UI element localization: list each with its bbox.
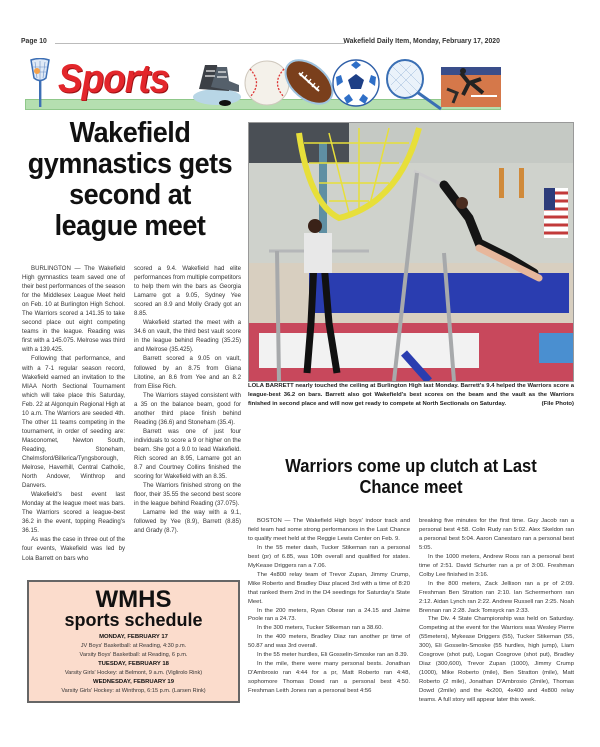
soccer-ball-icon <box>331 58 381 108</box>
paragraph: breaking five minutes for the first time. Guy Jacob ran a personal best 4:58. Colin Rudy ran 5:02. Alex Skeldon ran a personal best 5:04. Aaron Canestaro ran a personal best 5:05. <box>419 518 574 551</box>
publication-dateline: Wakefield Daily Item, Monday, February 17, 2020 <box>343 36 500 45</box>
paragraph: Following that performance, and with a 7-1 regular season record, Wakefield earned an invitation to the MIAA North Sectional Tournament which will take place this Saturday, Feb. 22 at Algonquin Regional High at 10 a.m. The Warriors are seeded 4th. The other 11 teams competing in the tournament, in order of seeding are: Masconomet, Newton South, Reading, Stoneham, Chelmsford/Billerica/Tyngsborough, Melrose, Haverhill, Central Catholic, North Andover, Winthrop and Danvers. <box>22 355 125 490</box>
photo-caption <box>248 382 574 409</box>
article-headline-track: Warriors come up clutch at Last Chance meet <box>285 456 537 497</box>
paragraph: In the 55 meter dash, Tucker Stikeman ran a personal best (pr) of 6.85, was 10th overall and qualified for states. MyKease Driggers ran a 7.06. <box>248 544 410 569</box>
page-header <box>21 36 500 48</box>
gymnast-photo <box>248 122 574 382</box>
sports-schedule-box <box>27 580 240 703</box>
paragraph: In the 55 meter hurdles, Eli Gosselin-Smoske ran an 8.39. <box>257 652 409 659</box>
schedule-event: Varsity Girls' Hockey: at Winthrop, 6:15 p.m. (Larsen Rink) <box>61 688 206 694</box>
paragraph: In the 400 meters, Bradley Diaz ran another pr time of 50.87 and was 3rd overall. <box>248 634 410 650</box>
football-icon <box>281 55 337 109</box>
paragraph: The 4x800 relay team of Trevor Zupan, Jimmy Crump, Mike Roberto and Bradley Diaz placed 3rd with a time of 8:20 that ranked them 2nd in the D4 seedings for Saturday's State Meet. <box>248 571 410 605</box>
paragraph: BOSTON — The Wakefield High boys' indoor track and field team had some strong performances in the Last Chance to qualify meet held at the Reggie Lewis Center on Feb. 9. <box>248 518 410 542</box>
paragraph: Wakefield's best event last Monday at the league meet was bars. The Warriors scored a league-best 36.2 in the event, topping Reading's 36.15. <box>22 491 125 535</box>
schedule-event: JV Boys' Basketball: at Reading, 4:30 p.m. <box>80 643 187 649</box>
sports-banner <box>23 55 501 110</box>
hurdler-photo-icon <box>441 63 501 107</box>
paragraph: BURLINGTON — The Wakefield High gymnastics team saved one of their best performances of the season for the Middlesex League Meet held on Feb. 10 at Burlington High School. The Warriors scored a 141.35 to take second place out eight competing teams in the league. Reading was first with a 145.075. Melrose was third with a 139.425. <box>22 265 125 354</box>
schedule-title-wmhs: WMHS <box>95 586 172 613</box>
schedule-event: Varsity Boys' Basketball: at Reading, 6 p.m. <box>79 652 188 658</box>
schedule-day: WEDNESDAY, FEBRUARY 19 <box>93 679 174 685</box>
paragraph: In the mile, there were many personal bests. Jonathan D'Ambrosio ran 4:44 for a pr, Matt Roberto ran 4:48, sophomore Thomas Dowd ran a personal best 4:50. Freshman Leith Jones ran a personal best 4:56 <box>248 661 410 695</box>
paragraph: As was the case in three out of the four events, Wakefield was led by Lola Barrett on bars who <box>22 536 125 562</box>
paragraph: scored a 9.4. Wakefield had elite performances from multiple competitors to help them win the bars as Georgia Lamarre got a 9.05, Sydney Yee scored an 8.9 and Molly Grady got an 8.85. <box>134 265 242 318</box>
paragraph: The Warriors finished strong on the floor, their 35.55 the second best score in the league behind Reading (37.075). <box>134 482 241 508</box>
article-gymnastics-column-1 <box>22 264 125 563</box>
header-rule <box>55 43 345 44</box>
paragraph: Wakefield started the meet with a 34.6 on vault, the third best vault score in the league behind Reading (35.25) and Melrose (35.425). <box>134 319 241 354</box>
schedule-title: sports schedule <box>64 610 203 630</box>
paragraph: The Warriors stayed consistent with a 35 on the balance beam, good for another third place finish behind Reading (36.6) and Stoneham (35.4). <box>134 391 241 426</box>
paragraph: In the 300 meters, Tucker Stikeman ran a 38.60. <box>257 625 384 632</box>
paragraph: In the 200 meters, Ryan Obear ran a 24.15 and Jaime Poole ran a 24.73. <box>248 607 410 623</box>
article-track-column-2 <box>419 517 574 705</box>
schedule-list <box>29 633 238 696</box>
photo-credit: (File Photo) <box>541 400 574 407</box>
paragraph: In the 800 meters, Zack Jellison ran a pr of 2:09. Freshman Ben Stratton ran 2:10. Ian Schermerhorn ran 2:12. Aidan Lynch ran 2:22. Andrew Russell ran 2:25. Noah Brennan ran 2:28. Jack Tomsyck ran 2:33. <box>419 580 574 614</box>
page-number: Page 10 <box>21 36 47 45</box>
paragraph: Barrett scored a 9.05 on vault, followed by an 8.75 from Giana Litotine, an 8.6 from Yee and an 8.2 from Elise Rich. <box>134 355 241 390</box>
lacrosse-stick-icon <box>27 58 53 108</box>
sports-title: Sports <box>58 57 170 101</box>
paragraph: Lamarre led the way with a 9.1, followed by Yee (8.9), Barrett (8.85) and Grady (8.7). <box>134 509 241 535</box>
gymnast-on-bars-illustration <box>249 123 573 381</box>
paragraph: In the 1000 meters, Andrew Roos ran a personal best time of 2:51. David Schurter ran a pr of 3:00. Freshman Colby Lee finished in 3:16. <box>419 553 574 578</box>
paragraph: The Div. 4 State Championship was held on Saturday. Competing at the event for the Warriors was Wesley Pierre (55meters), Mykease Driggers (55), Tucker Stikeman (55, 300), Eli Gosselin-Smoske (55 hurdles, high jump), Liam Cosgrove (shot put), Logan Cosgrove (shot put), Bradley Diaz (300,600), Trevor Zupan (1000), Jimmy Crump (1000), Mike Roberto (mile), Ben Stratton (mile), Matt Roberto (2 mile), Jonathan D'Ambrosio (2mile), Thomas Dowd (2mile) and the 4x200, 4x400 and 4x800 relay teams. A full story will appear later this week. <box>419 616 574 704</box>
schedule-day: MONDAY, FEBRUARY 17 <box>99 634 168 640</box>
ice-skates-icon <box>191 59 243 109</box>
caption-text: LOLA BARRETT nearly touched the ceiling at Burlington High last Monday. Barrett's 9.4 helped the Warriors score a league-best 36.2 on bars. Barrett also got Wakefield's best scores on the beam and the vault as the Warriors finished in second place and will now get ready to compete at North Sectionals on Saturday. <box>248 383 574 407</box>
schedule-event: Varsity Girls' Hockey: at Belmont, 9 a.m. (Viglirolo Rink) <box>64 670 203 676</box>
article-headline-gymnastics: Wakefield gymnastics gets second at league meet <box>27 117 233 242</box>
schedule-day: TUESDAY, FEBRUARY 18 <box>98 661 169 667</box>
paragraph: Barrett was one of just four individuals to score a 9 or higher on the beam. She got a 9.0 to lead Wakefield. Rich scored an 8.95, Lamarre got an 8.7 and Courtney Collins finished the scoring for Wakefield with an 8.35. <box>134 427 241 481</box>
article-gymnastics-column-2 <box>134 264 241 535</box>
article-track-column-1 <box>248 517 410 696</box>
